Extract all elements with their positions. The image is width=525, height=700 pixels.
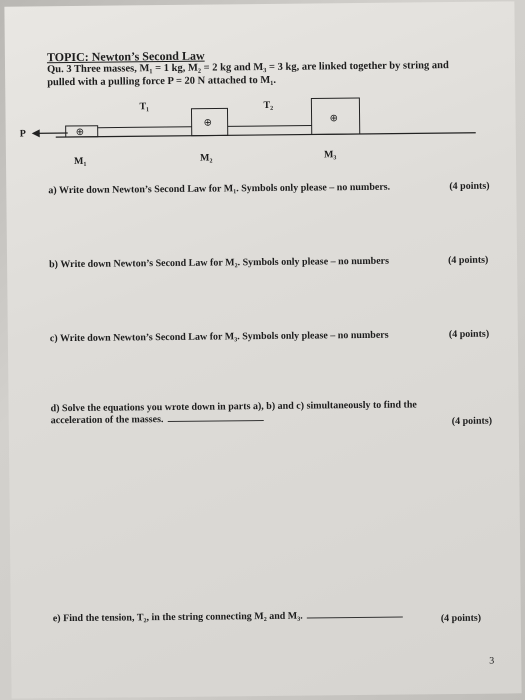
question-e-points: (4 points) [440,612,482,625]
tension-1-label: T₁ [139,101,150,113]
question-e [53,608,403,625]
question-a: a) Write down Newton’s Second Law for M₁. Symbols only please – no numbers. [48,181,391,197]
question-b-points: (4 points) [448,254,489,267]
mass-2-label: M₂ [199,152,213,164]
mass-3-center-symbol: ⊕ [329,113,339,125]
ground-line [56,133,476,137]
question-d-points: (4 points) [451,415,493,428]
string-1 [98,127,192,128]
mass-1-label: M₁ [73,155,87,167]
mass-3-label: M₃ [323,149,337,161]
question-e-text: e) Find the tension, T₂, in the string connecting M₂ and M₃. [52,610,303,625]
intro-line-2: pulled with a pulling force P = 20 N attached to M₁. [47,74,277,89]
page-number: 3 [489,655,495,667]
question-c-points: (4 points) [448,328,490,341]
answer-blank-d [167,411,263,422]
question-c: c) Write down Newton’s Second Law for M₃. Symbols only please – no numbers [49,329,389,345]
tension-2-label: T₂ [263,99,274,111]
intro-line-1: Qu. 3 Three masses, M₁ = 1 kg, M₂ = 2 kg and M₃ = 3 kg, are linked together by string and [46,60,449,76]
answer-blank-e [307,608,403,619]
question-a-points: (4 points) [449,180,490,193]
force-arrow-head [32,129,40,137]
question-b: b) Write down Newton’s Second Law for M₂. Symbols only please – no numbers [49,255,390,271]
masses-diagram [4,1,516,176]
page-title: TOPIC: Newton’s Second Law [46,48,205,65]
paper-sheet [4,1,521,698]
question-d-line-2-text: acceleration of the masses. [50,414,164,427]
question-d-line-2 [51,411,264,426]
mass-2-center-symbol: ⊕ [203,117,213,129]
string-2 [228,125,312,126]
force-label: P [19,128,26,140]
mass-1-center-symbol: ⊕ [75,126,85,138]
question-d-line-1: d) Solve the equations you wrote down in parts a), b) and c) simultaneously to find the [50,399,417,415]
